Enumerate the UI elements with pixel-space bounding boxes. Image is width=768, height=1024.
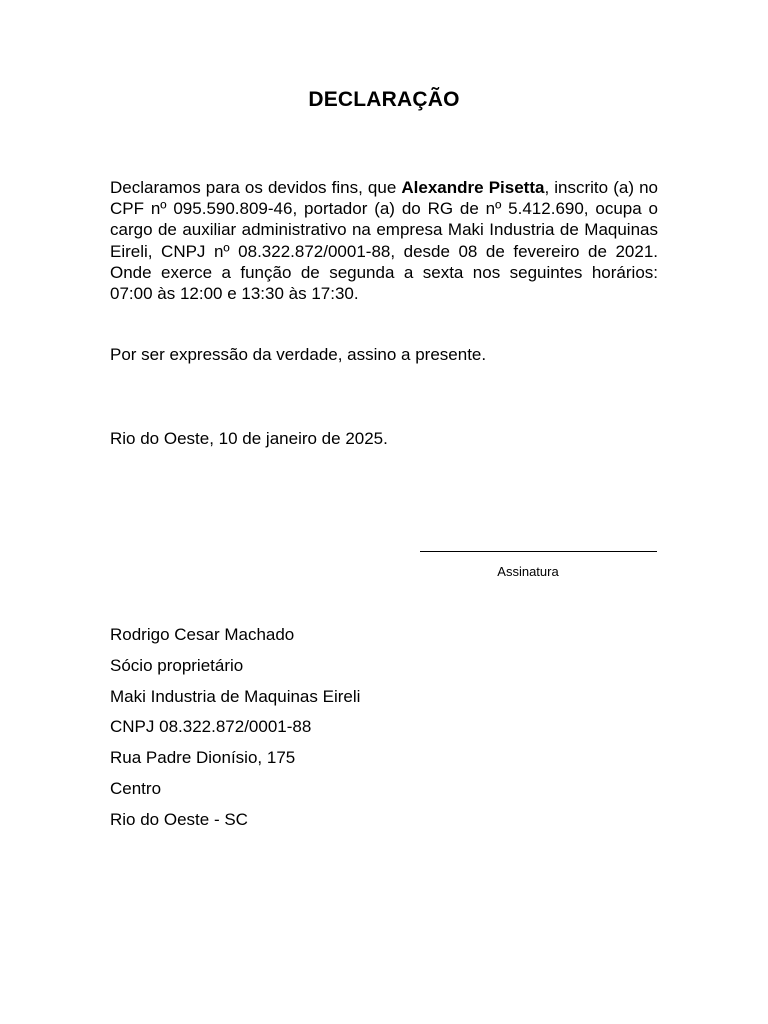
signer-company: Maki Industria de Maquinas Eireli <box>110 686 361 706</box>
signature-line <box>420 551 657 552</box>
signer-info <box>110 620 360 836</box>
declaration-details: , inscrito (a) no CPF nº 095.590.809-46, portador (a) do RG de nº 5.412.690, ocupa o cargo de auxiliar administrativo na empresa Maki Industria de Maquinas Eireli, CNPJ nº 08.322.872/0001-88, desde 08 de fevereiro de 2021. Onde exerce a função de segunda a sexta nos seguintes horários: 07:00 às 12:00 e 13:30 às 17:30. <box>110 178 658 304</box>
signer-district: Centro <box>110 778 162 798</box>
signer-city: Rio do Oeste - SC <box>110 809 248 829</box>
signer-role: Sócio proprietário <box>110 655 244 675</box>
place-and-date: Rio do Oeste, 10 de janeiro de 2025. <box>110 429 388 448</box>
signer-street: Rua Padre Dionísio, 175 <box>110 748 296 768</box>
declaration-intro: Declaramos para os devidos fins, que <box>110 178 402 197</box>
employee-name: Alexandre Pisetta <box>401 178 545 197</box>
document-title: DECLARAÇÃO <box>308 88 460 111</box>
signature-label: Assinatura <box>497 564 559 579</box>
signer-cnpj: CNPJ 08.322.872/0001-88 <box>110 717 312 737</box>
declaration-paragraph <box>110 177 658 304</box>
signer-name: Rodrigo Cesar Machado <box>110 625 295 644</box>
closing-statement: Por ser expressão da verdade, assino a presente. <box>110 345 487 364</box>
